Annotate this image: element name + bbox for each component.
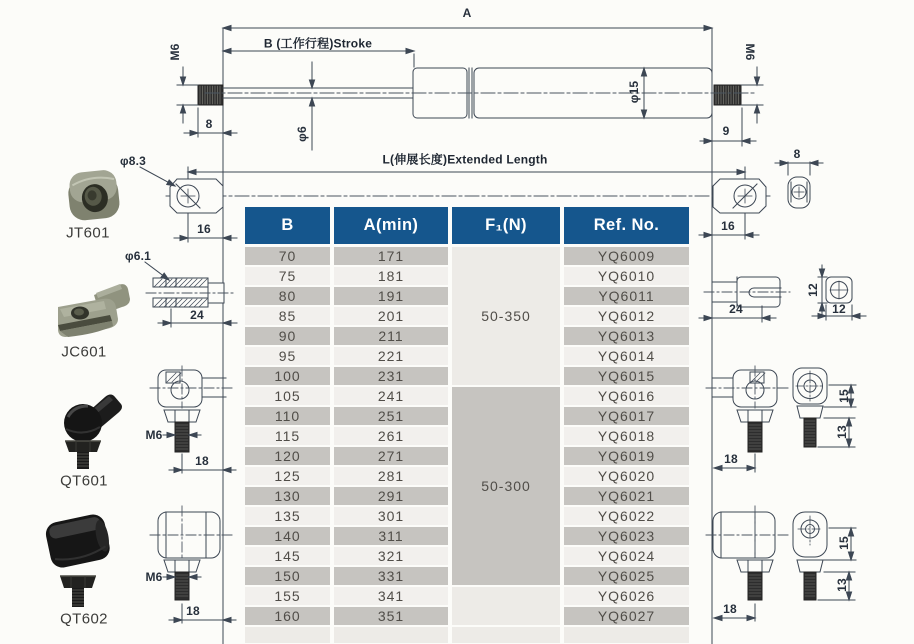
cell-refno: YQ6016 xyxy=(564,387,689,405)
cell-b: 110 xyxy=(245,407,330,425)
jc601-side-view xyxy=(704,277,790,307)
dim-18-qt602-right-label: 18 xyxy=(723,602,737,616)
accessory-label-qt602: QT602 xyxy=(60,610,108,628)
cell-refno: YQ6024 xyxy=(564,547,689,565)
cell-amin: 351 xyxy=(334,607,448,625)
jt601-photo xyxy=(66,169,121,222)
jc601-section-view xyxy=(146,278,233,307)
dim-8-left-label: 8 xyxy=(205,117,213,131)
cell-partial xyxy=(452,627,560,643)
cell-b: 120 xyxy=(245,447,330,465)
cell-amin: 231 xyxy=(334,367,448,385)
cell-refno: YQ6013 xyxy=(564,327,689,345)
cell-amin: 211 xyxy=(334,327,448,345)
cell-amin: 301 xyxy=(334,507,448,525)
dim-18-qt601-right-label: 18 xyxy=(724,452,738,466)
m6-right-label: M6 xyxy=(743,43,757,61)
cell-amin: 321 xyxy=(334,547,448,565)
dim-phi6 xyxy=(309,62,314,150)
dim-16-right-label: 16 xyxy=(721,219,735,233)
dim-12-bottom-label: 12 xyxy=(832,302,846,316)
spec-table xyxy=(245,207,689,644)
cell-b: 75 xyxy=(245,267,330,285)
cell-b: 125 xyxy=(245,467,330,485)
cell-b: 150 xyxy=(245,567,330,585)
cell-force-range: 50-300 xyxy=(452,387,560,585)
cell-amin: 221 xyxy=(334,347,448,365)
dim-24-right-label: 24 xyxy=(729,302,743,316)
cell-b: 95 xyxy=(245,347,330,365)
cell-b: 155 xyxy=(245,587,330,605)
cell-amin: 191 xyxy=(334,287,448,305)
cell-amin: 311 xyxy=(334,527,448,545)
cell-refno: YQ6014 xyxy=(564,347,689,365)
m6-qt602-label: M6 xyxy=(145,570,163,584)
jt601-end-view xyxy=(775,160,823,208)
dim-18-qt601-left-label: 18 xyxy=(195,454,209,468)
dim-15-qt601-label: 15 xyxy=(837,389,851,403)
cell-refno: YQ6026 xyxy=(564,587,689,605)
cell-amin: 261 xyxy=(334,427,448,445)
dim-15-qt602-label: 15 xyxy=(837,536,851,550)
cell-amin: 181 xyxy=(334,267,448,285)
col-header-refno: Ref. No. xyxy=(564,207,689,244)
dim-18-qt602-left-label: 18 xyxy=(186,604,200,618)
cell-b: 115 xyxy=(245,427,330,445)
col-header-amin: A(min) xyxy=(334,207,448,244)
cell-b: 100 xyxy=(245,367,330,385)
dim-13-qt601-label: 13 xyxy=(835,425,849,439)
cell-amin: 291 xyxy=(334,487,448,505)
qt602-photo xyxy=(44,512,113,607)
col-header-f1n: F₁(N) xyxy=(452,207,560,244)
cell-refno: YQ6017 xyxy=(564,407,689,425)
cell-b: 105 xyxy=(245,387,330,405)
phi15-label: φ15 xyxy=(627,80,641,104)
cell-refno: YQ6012 xyxy=(564,307,689,325)
m6-qt601-label: M6 xyxy=(145,428,163,442)
dim-l-extended xyxy=(188,167,745,180)
cell-force-range xyxy=(452,587,560,625)
phi6-label: φ6 xyxy=(295,126,309,142)
phi8-3-leader xyxy=(140,167,176,188)
cell-refno: YQ6020 xyxy=(564,467,689,485)
cell-amin: 281 xyxy=(334,467,448,485)
accessory-label-qt601: QT601 xyxy=(60,472,108,490)
cell-refno: YQ6009 xyxy=(564,247,689,265)
accessory-label-jt601: JT601 xyxy=(66,224,110,242)
cell-amin: 331 xyxy=(334,567,448,585)
qt601-photo xyxy=(64,395,122,470)
cell-refno: YQ6022 xyxy=(564,507,689,525)
dim-b-stroke-label: B (工作行程)Stroke xyxy=(263,36,373,51)
cell-amin: 341 xyxy=(334,587,448,605)
dim-9-label: 9 xyxy=(722,124,730,138)
dim-a xyxy=(223,25,712,30)
cell-partial xyxy=(245,627,330,643)
cell-partial xyxy=(564,627,689,643)
gas-spring-side-view xyxy=(198,68,756,118)
cell-refno: YQ6018 xyxy=(564,427,689,445)
cell-refno: YQ6021 xyxy=(564,487,689,505)
dim-a-label: A xyxy=(462,6,472,20)
cell-refno: YQ6025 xyxy=(564,567,689,585)
cell-refno: YQ6015 xyxy=(564,367,689,385)
cell-force-range: 50-350 xyxy=(452,247,560,385)
cell-b: 80 xyxy=(245,287,330,305)
col-header-b: B xyxy=(245,207,330,244)
cell-b: 145 xyxy=(245,547,330,565)
cell-b: 85 xyxy=(245,307,330,325)
m6-left-label: M6 xyxy=(168,43,182,61)
dim-8-endview-label: 8 xyxy=(793,147,801,161)
cell-amin: 271 xyxy=(334,447,448,465)
cell-b: 140 xyxy=(245,527,330,545)
right-thread xyxy=(714,85,741,105)
dim-l-label: L(伸展长度)Extended Length xyxy=(382,152,548,167)
cell-refno: YQ6019 xyxy=(564,447,689,465)
left-thread xyxy=(198,85,223,105)
cell-amin: 171 xyxy=(334,247,448,265)
cell-b: 70 xyxy=(245,247,330,265)
cell-refno: YQ6023 xyxy=(564,527,689,545)
phi8-3-label: φ8.3 xyxy=(119,154,147,168)
cell-amin: 241 xyxy=(334,387,448,405)
cell-b: 90 xyxy=(245,327,330,345)
cell-refno: YQ6027 xyxy=(564,607,689,625)
dim-12-side-label: 12 xyxy=(806,283,820,297)
cell-b: 135 xyxy=(245,507,330,525)
dim-16-left-label: 16 xyxy=(197,222,211,236)
cell-b: 160 xyxy=(245,607,330,625)
dim-m6-right xyxy=(741,67,763,123)
dim-m6-left xyxy=(177,67,198,123)
dim-13-qt602-label: 13 xyxy=(835,578,849,592)
accessory-label-jc601: JC601 xyxy=(61,343,107,361)
dim-24-left-label: 24 xyxy=(190,308,204,322)
cell-refno: YQ6011 xyxy=(564,287,689,305)
cell-partial xyxy=(334,627,448,643)
cell-refno: YQ6010 xyxy=(564,267,689,285)
cell-amin: 201 xyxy=(334,307,448,325)
cell-b: 130 xyxy=(245,487,330,505)
phi6-1-label: φ6.1 xyxy=(124,249,152,263)
jc601-photo xyxy=(58,284,130,337)
cell-amin: 251 xyxy=(334,407,448,425)
